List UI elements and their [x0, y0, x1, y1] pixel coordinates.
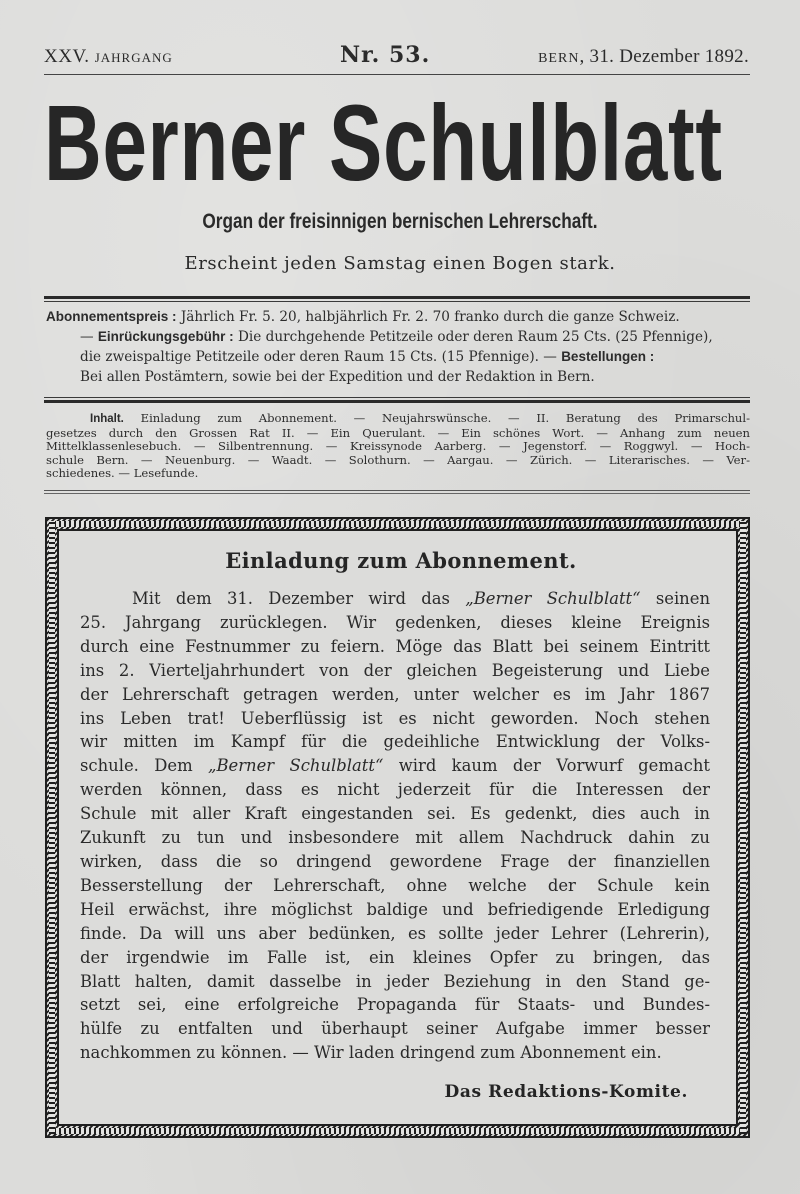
text: schule. Dem — [80, 756, 208, 776]
subscription-invitation-article — [80, 548, 710, 1065]
orders-label: Bestellungen : — [561, 349, 655, 364]
contents-line: gesetzes durch den Grossen Rat II. — Ein Querulant. — Ein schönes Wort. — Anhang zum neuen — [46, 425, 750, 440]
newspaper-subtitle — [0, 210, 800, 234]
insertion-fee-line — [46, 327, 750, 347]
article-line: der irgendwie im Falle ist, ein kleines Opfer zu bringen, das — [80, 947, 710, 967]
rope-border-top — [49, 521, 746, 527]
article-signature: Das Redaktions-Komite. — [444, 1082, 688, 1102]
price-label: Abonnementspreis : — [46, 309, 177, 324]
rope-border-bottom — [49, 1128, 746, 1134]
subtitle-text: Organ der freisinnigen bernischen Lehrerschaft. — [202, 210, 598, 233]
price-text: Jährlich Fr. 5. 20, halbjährlich Fr. 2. 70 franko durch die ganze Schweiz. — [176, 309, 680, 325]
text: wird kaum der Vorwurf gemacht — [383, 756, 710, 776]
text: Mit dem 31. Dezember wird das — [132, 589, 466, 608]
article-line: Heil erwächst, ihre möglichst baldige und befriedigende Erledigung — [80, 899, 710, 919]
subscription-price-line — [46, 307, 750, 327]
publication-frequency: Erscheint jeden Samstag einen Bogen stark. — [184, 253, 616, 274]
article-line: durch eine Festnummer zu feiern. Möge das Blatt bei seinem Eintritt — [80, 636, 710, 656]
issue-date — [538, 46, 749, 68]
article-heading: Einladung zum Abonnement. — [225, 548, 577, 573]
contents-line: Mittelklassenlesebuch. — Silbentrennung. — Kreissynode Aarberg. — Jegenstorf. — Roggwyl. — Hoch- — [46, 439, 750, 454]
article-line: wirken, dass die so dringend gewordene Frage der finanziellen — [80, 851, 710, 871]
text: seinen — [640, 589, 710, 608]
article-line: finde. Da will uns aber bedünken, es sollte jeder Lehrer (Lehrerin), — [80, 923, 710, 943]
article-line: ins Leben trat! Ueberflüssig ist es nicht geworden. Noch stehen — [80, 708, 710, 728]
article-body — [80, 587, 710, 1065]
place-name: BERN — [538, 51, 580, 66]
contents-label: Inhalt. — [90, 413, 124, 425]
dash: — — [80, 329, 98, 345]
volume-word: JAHRGANG — [94, 50, 173, 65]
article-line: Schule mit aller Kraft eingestanden sei. Es gedenkt, dies auch in — [80, 804, 710, 824]
article-line: hülfe zu entfalten und überhaupt seiner Aufgabe immer besser — [80, 1019, 710, 1039]
article-line: 25. Jahrgang zurücklegen. Wir gedenken, dieses kleine Ereignis — [80, 612, 710, 632]
insertion-label: Einrückungsgebühr : — [97, 329, 234, 344]
newspaper-title: Berner Schulblatt — [44, 82, 723, 203]
volume-number: XXV. — [44, 46, 95, 67]
article-line: Besserstellung der Lehrerschaft, ohne welche der Schule kein — [80, 875, 710, 895]
article-line: nachkommen zu können. — Wir laden dringend zum Abonnement ein. — [80, 1043, 662, 1063]
article-line — [80, 587, 710, 611]
table-of-contents — [46, 412, 750, 481]
double-rule-top — [44, 296, 750, 302]
contents-line — [46, 412, 750, 427]
rope-border-left — [49, 521, 55, 1134]
issue-number: Nr. 53. — [340, 42, 431, 68]
double-rule-bottom — [44, 397, 750, 403]
article-line: setzt sei, eine erfolgreiche Propaganda für Staats- und Bundes- — [80, 995, 710, 1015]
article-line — [80, 754, 710, 778]
subscription-info — [46, 307, 750, 387]
article-line: der Lehrerschaft getragen werden, unter welcher es im Jahr 1867 — [80, 684, 710, 704]
masthead-rule — [44, 74, 750, 75]
article-line: werden können, dass es nicht jederzeit für die Interessen der — [80, 780, 710, 800]
volume-label — [44, 46, 173, 68]
article-line: Blatt halten, damit dasselbe in jeder Beziehung in den Stand ge- — [80, 971, 710, 991]
contents-rule-2 — [44, 493, 750, 494]
insertion-fee-line-2 — [46, 347, 750, 367]
article-line: wir mitten im Kampf für die gedeihliche Entwicklung der Volks- — [80, 732, 710, 752]
insertion-text: Die durchgehende Petitzeile oder deren Raum 25 Cts. (25 Pfennige), — [233, 329, 713, 345]
contents-rule — [44, 490, 750, 491]
article-line: ins 2. Vierteljahrhundert von der gleichen Begeisterung und Liebe — [80, 660, 710, 680]
article-line: Zukunft zu tun und insbesondere mit allem Nachdruck dahin zu — [80, 828, 710, 848]
newspaper-name-italic: „Berner Schulblatt“ — [207, 756, 384, 776]
date-text: , 31. Dezember 1892. — [579, 46, 749, 67]
contents-line: schiedenes. — Lesefunde. — [46, 466, 199, 481]
orders-line: Bei allen Postämtern, sowie bei der Expedition und der Redaktion in Bern. — [80, 369, 595, 385]
insertion-text-2: die zweispaltige Petitzeile oder deren Raum 15 Cts. (15 Pfennige). — — [80, 349, 562, 365]
newspaper-name-italic: „Berner Schulblatt“ — [465, 589, 641, 608]
contents-line: schule Bern. — Neuenburg. — Waadt. — Solothurn. — Aargau. — Zürich. — Literarisches. — Ver- — [46, 452, 750, 467]
contents-text: Einladung zum Abonnement. — Neujahrswünsche. — II. Beratung des Primarschul- — [123, 411, 750, 425]
rope-border-right — [740, 521, 746, 1134]
masthead-info-line — [44, 42, 749, 68]
